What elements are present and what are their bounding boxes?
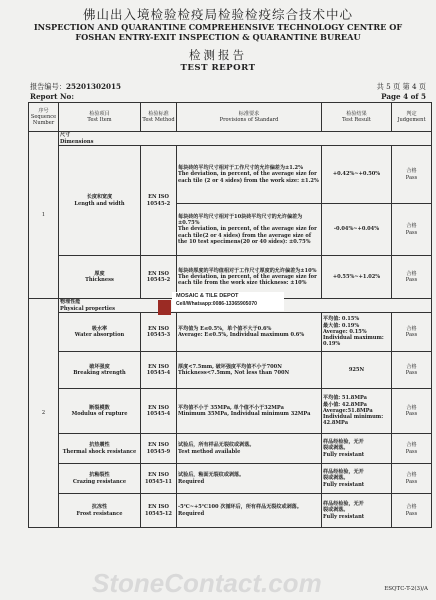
table-row bbox=[29, 464, 432, 494]
provision-frost: -5℃~+5℃100 次循环后，所有样品无裂纹或剥落。 Required bbox=[177, 494, 322, 528]
header-provisions: 标准要求 Provisions of Standard bbox=[177, 103, 322, 132]
judgement-crazing: 合格 Pass bbox=[392, 464, 432, 494]
provision-length-width-2: 每块砖的平均尺寸相对于10块砖平均尺寸的允许偏差为±0.75% The deviation, in percent, of the average size for each tile(2 or 4 sides) from the average size of the 10 test specimens(20 or 40 sides): ±0.75% bbox=[177, 204, 322, 256]
method-thermal-shock: EN ISO 10545-9 bbox=[141, 434, 177, 464]
result-length-width-1: +0.42%~+0.50% bbox=[322, 146, 392, 204]
header-sequence: 序号 Sequence Number bbox=[29, 103, 59, 132]
result-breaking-strength: 925N bbox=[322, 352, 392, 389]
report-title-cn: 检测报告 bbox=[189, 48, 247, 62]
advert-line-2: Cell/Whatsapp:0086-13365905070 bbox=[176, 301, 257, 307]
provision-length-width-1: 每块砖的平均尺寸相对于工作尺寸的允许偏差为±1.2% The deviation, in percent, of the average size for each tile (2 or 4 sides) from the work size: ±1.2% bbox=[177, 146, 322, 204]
footer-code: ESQTC-T-2(3)/A bbox=[384, 586, 428, 592]
item-thickness: 厚度 Thickness bbox=[59, 256, 141, 299]
table-header-row bbox=[29, 103, 432, 132]
result-length-width-2: -0.04%~+0.04% bbox=[322, 204, 392, 256]
judgement-length-width-1: 合格 Pass bbox=[392, 146, 432, 204]
method-length-width: EN ISO 10545-2 bbox=[141, 146, 177, 256]
judgement-breaking-strength: 合格 Pass bbox=[392, 352, 432, 389]
advert-line-1: MOSAIC & TILE DEPOT bbox=[176, 293, 239, 299]
method-water-absorption: EN ISO 10545-3 bbox=[141, 313, 177, 352]
stonecontact-watermark: StoneContact.com bbox=[92, 568, 322, 598]
test-results-table bbox=[28, 102, 432, 528]
result-frost: 样品经检验，无开 裂或剥落。 Fully resistant bbox=[322, 494, 392, 528]
mosaic-depot-logo bbox=[158, 300, 171, 315]
report-number-value: 25201302015 bbox=[65, 82, 121, 91]
judgement-length-width-2: 合格 Pass bbox=[392, 204, 432, 256]
method-crazing: EN ISO 10545-11 bbox=[141, 464, 177, 494]
item-breaking-strength: 破坏强度 Breaking strength bbox=[59, 352, 141, 389]
group-title-dimensions: 尺寸 Dimensions bbox=[59, 132, 432, 146]
method-breaking-strength: EN ISO 10545-4 bbox=[141, 352, 177, 389]
method-thickness: EN ISO 10545-2 bbox=[141, 256, 177, 299]
report-number-label: 报告编号： bbox=[30, 82, 66, 91]
judgement-thickness: 合格 Pass bbox=[392, 256, 432, 299]
judgement-thermal-shock: 合格 Pass bbox=[392, 434, 432, 464]
provision-crazing: 试验后，釉面无裂纹或剥落。 Required bbox=[177, 464, 322, 494]
result-modulus-of-rupture: 平均值: 51.8MPa 最小值: 42.8MPa Average:51.8MPa Individual minimum: 42.8MPa bbox=[322, 389, 392, 434]
header-test-item: 检验项目 Test Item bbox=[59, 103, 141, 132]
judgement-frost: 合格 Pass bbox=[392, 494, 432, 528]
method-modulus-of-rupture: EN ISO 10545-4 bbox=[141, 389, 177, 434]
judgement-water-absorption: 合格 Pass bbox=[392, 313, 432, 352]
header-judgement: 判定 Judgement bbox=[392, 103, 432, 132]
report-title-en: TEST REPORT bbox=[180, 63, 256, 73]
report-number-label-en: Report No: bbox=[30, 92, 74, 101]
group-row-dimensions bbox=[29, 132, 432, 146]
provision-water-absorption: 平均值为 E≤0.5%，单个值不大于0.6% Average: E≤0.5%, Individual maximum 0.6% bbox=[177, 313, 322, 352]
provision-modulus-of-rupture: 平均值不小于 35MPa, 单个值不小于32MPa Minimum 35MPa, Individual minimum 32MPa bbox=[177, 389, 322, 434]
table-row bbox=[29, 313, 432, 352]
item-frost: 抗冻性 Frost resistance bbox=[59, 494, 141, 528]
table-row bbox=[29, 352, 432, 389]
result-thickness: +0.55%~+1.02% bbox=[322, 256, 392, 299]
judgement-modulus-of-rupture: 合格 Pass bbox=[392, 389, 432, 434]
provision-thickness: 每块砖厚度的平均值相对于工作尺寸厚度的允许偏差为±10% The deviation, in percent, of the average size for each tile from the work size thickness: ±10% bbox=[177, 256, 322, 299]
advert-overlay bbox=[172, 292, 284, 311]
method-frost: EN ISO 10545-12 bbox=[141, 494, 177, 528]
sequence-1: 1 bbox=[29, 132, 59, 299]
group-title-physical: 物理性能 Physical properties bbox=[59, 299, 432, 313]
provision-breaking-strength: 厚度<7.5mm, 破坏强度平均值不小于700N Thickness<7.5mm, Not less than 700N bbox=[177, 352, 322, 389]
item-crazing: 抗釉裂性 Crazing resistance bbox=[59, 464, 141, 494]
center-title-en-2: FOSHAN ENTRY-EXIT INSPECTION & QUARANTINE BUREAU bbox=[75, 32, 361, 42]
table-row bbox=[29, 389, 432, 434]
report-number bbox=[30, 82, 121, 92]
sequence-2: 2 bbox=[29, 299, 59, 528]
center-title-en-1: INSPECTION AND QUARANTINE COMPREHENSIVE TECHNOLOGY CENTRE OF bbox=[33, 22, 403, 32]
header-test-method: 检验标准 Test Method bbox=[141, 103, 177, 132]
item-length-width: 长度和宽度 Length and width bbox=[59, 146, 141, 256]
provision-thermal-shock: 试验后，所有样品无裂纹或剥落。 Test method available bbox=[177, 434, 322, 464]
result-crazing: 样品经检验，无开 裂或剥落。 Fully resistant bbox=[322, 464, 392, 494]
page-count-cn: 共 5 页 第 4 页 bbox=[376, 82, 426, 91]
item-modulus-of-rupture: 断裂模数 Modulus of rupture bbox=[59, 389, 141, 434]
center-title-cn: 佛山出入境检验检疫局检验检疫综合技术中心 bbox=[82, 7, 353, 22]
page-count-en: Page 4 of 5 bbox=[381, 92, 426, 101]
table-row bbox=[29, 434, 432, 464]
header-test-result: 检验结果 Test Result bbox=[322, 103, 392, 132]
result-water-absorption: 平均值: 0.15% 最大值: 0.19% Average: 0.15% Individual maximum: 0.19% bbox=[322, 313, 392, 352]
item-water-absorption: 吸水率 Water absorption bbox=[59, 313, 141, 352]
table-row bbox=[29, 494, 432, 528]
table-row bbox=[29, 146, 432, 204]
item-thermal-shock: 抗热震性 Thermal shock resistance bbox=[59, 434, 141, 464]
result-thermal-shock: 样品经检验，无开 裂或剥落。 Fully resistant bbox=[322, 434, 392, 464]
